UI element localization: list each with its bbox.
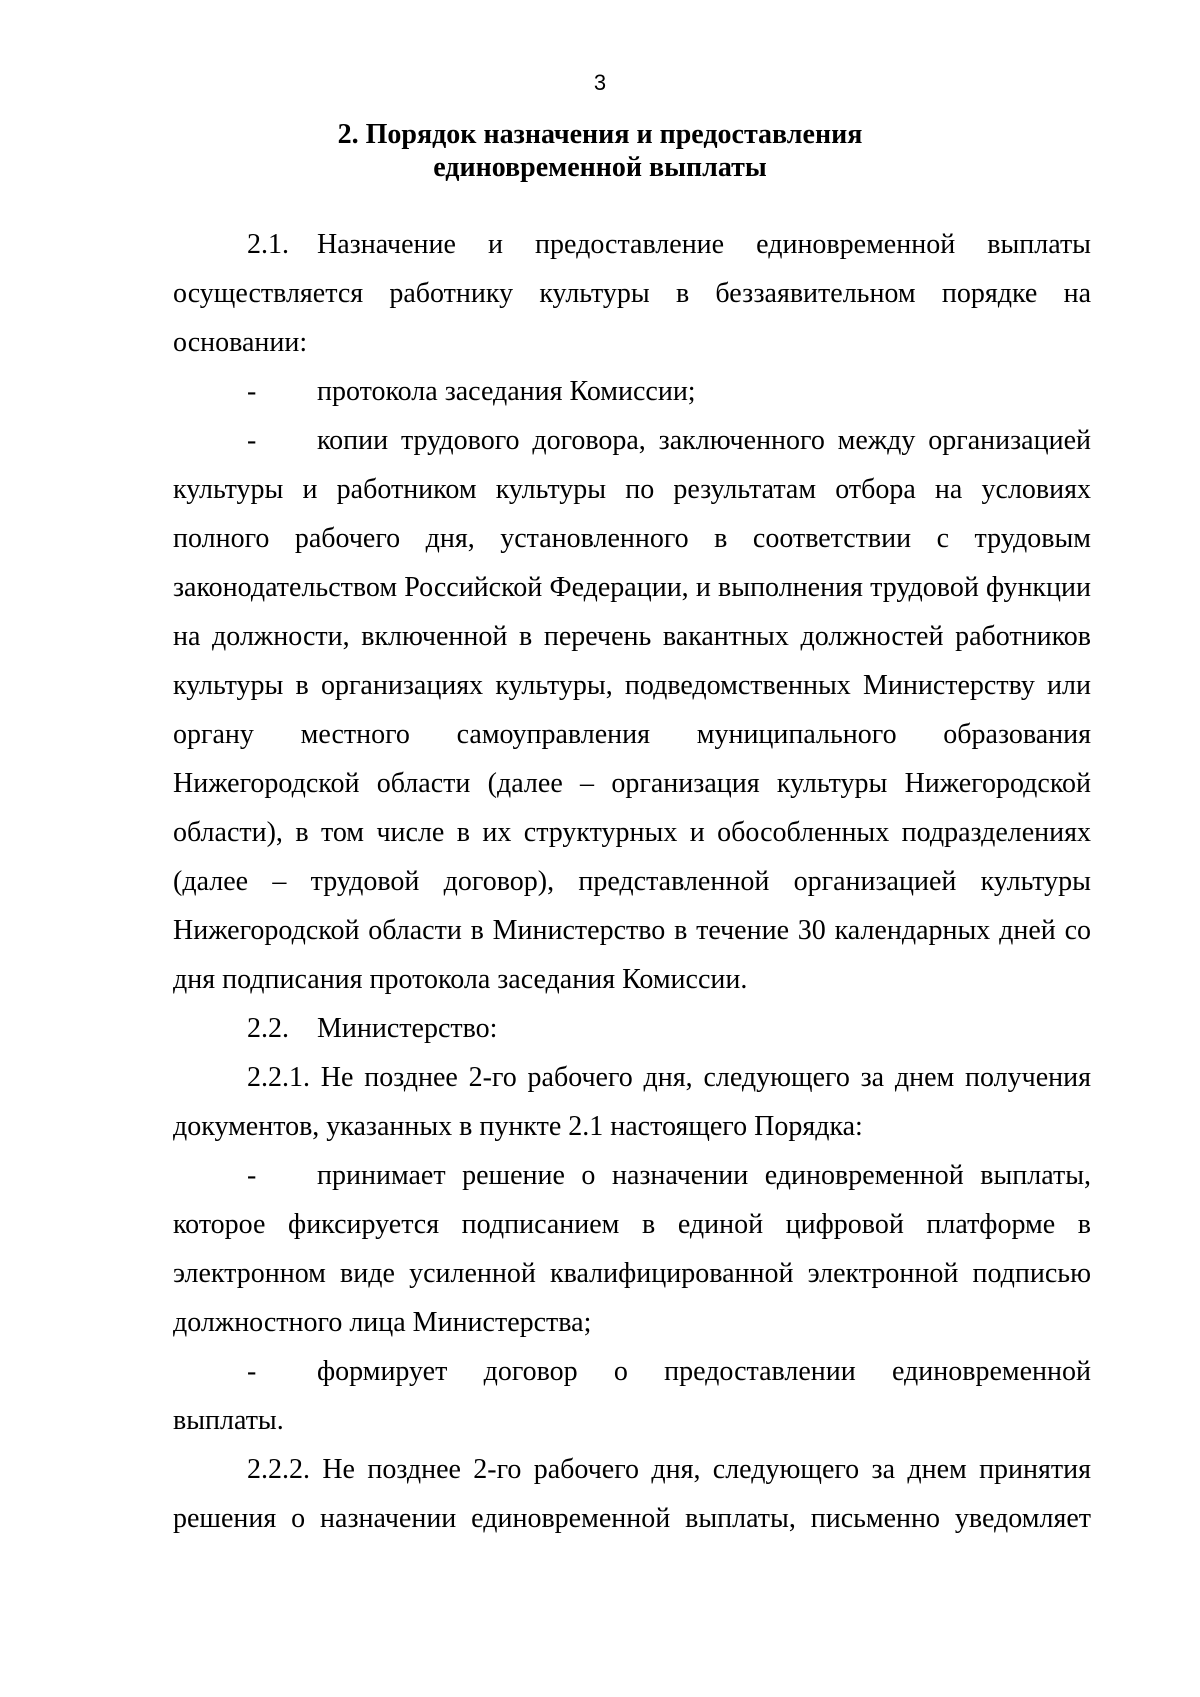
list-dash: - — [247, 1356, 257, 1387]
list-dash: - — [247, 425, 257, 456]
paragraph-2-1 — [173, 220, 1091, 367]
list-item-contract-copy — [173, 416, 1091, 1004]
list-item-text: формирует договор о предоставлении единовременной выплаты. — [173, 1356, 1091, 1436]
list-item-text: принимает решение о назначении единовременной выплаты, которое фиксируется подписанием в единой цифровой платформе в электронном виде усиленной квалифицированной электронной подписью должностного лица Министерства; — [173, 1160, 1091, 1338]
list-item-protocol — [173, 367, 1091, 416]
list-item-agreement — [173, 1347, 1091, 1445]
paragraph-text-2-2: Министерство: — [317, 1013, 498, 1044]
section-title-line-1: 2. Порядок назначения и предоставления — [337, 119, 863, 150]
paragraph-text-2-1: Назначение и предоставление единовременной выплаты осуществляется работнику культуры в беззаявительном порядке на основании: — [173, 229, 1091, 358]
paragraph-2-2-2: 2.2.2. Не позднее 2-го рабочего дня, следующего за днем принятия решения о назначении единовременной выплаты, письменно уведомляет — [173, 1454, 1091, 1534]
list-item-text: протокола заседания Комиссии; — [317, 376, 696, 407]
paragraph-number-2-2: 2.2. — [247, 1013, 289, 1044]
document-body — [173, 220, 1091, 1543]
section-title — [0, 118, 1200, 184]
paragraph-2-2 — [173, 1004, 1091, 1053]
page-number: 3 — [593, 70, 607, 95]
list-dash: - — [247, 1160, 257, 1191]
section-title-line-2: единовременной выплаты — [433, 152, 767, 183]
paragraph-2-2-1: 2.2.1. Не позднее 2-го рабочего дня, следующего за днем получения документов, указанных в пункте 2.1 настоящего Порядка: — [173, 1062, 1091, 1142]
list-item-decision — [173, 1151, 1091, 1347]
list-dash: - — [247, 376, 257, 407]
list-item-text: копии трудового договора, заключенного между организацией культуры и работником культуры по результатам отбора на условиях полного рабочего дня, установленного в соответствии с трудовым законодательством Российской Федерации, и выполнения трудовой функции на должности, включенной в перечень вакантных должностей работников культуры в организациях культуры, подведомственных Министерству или органу местного самоуправления муниципального образования Нижегородской области (далее – организация культуры Нижегородской области), в том числе в их структурных и обособленных подразделениях (далее – трудовой договор), представленной организацией культуры Нижегородской области в Министерство в течение 30 календарных дней со дня подписания протокола заседания Комиссии. — [173, 425, 1091, 995]
paragraph-number-2-1: 2.1. — [247, 229, 289, 260]
